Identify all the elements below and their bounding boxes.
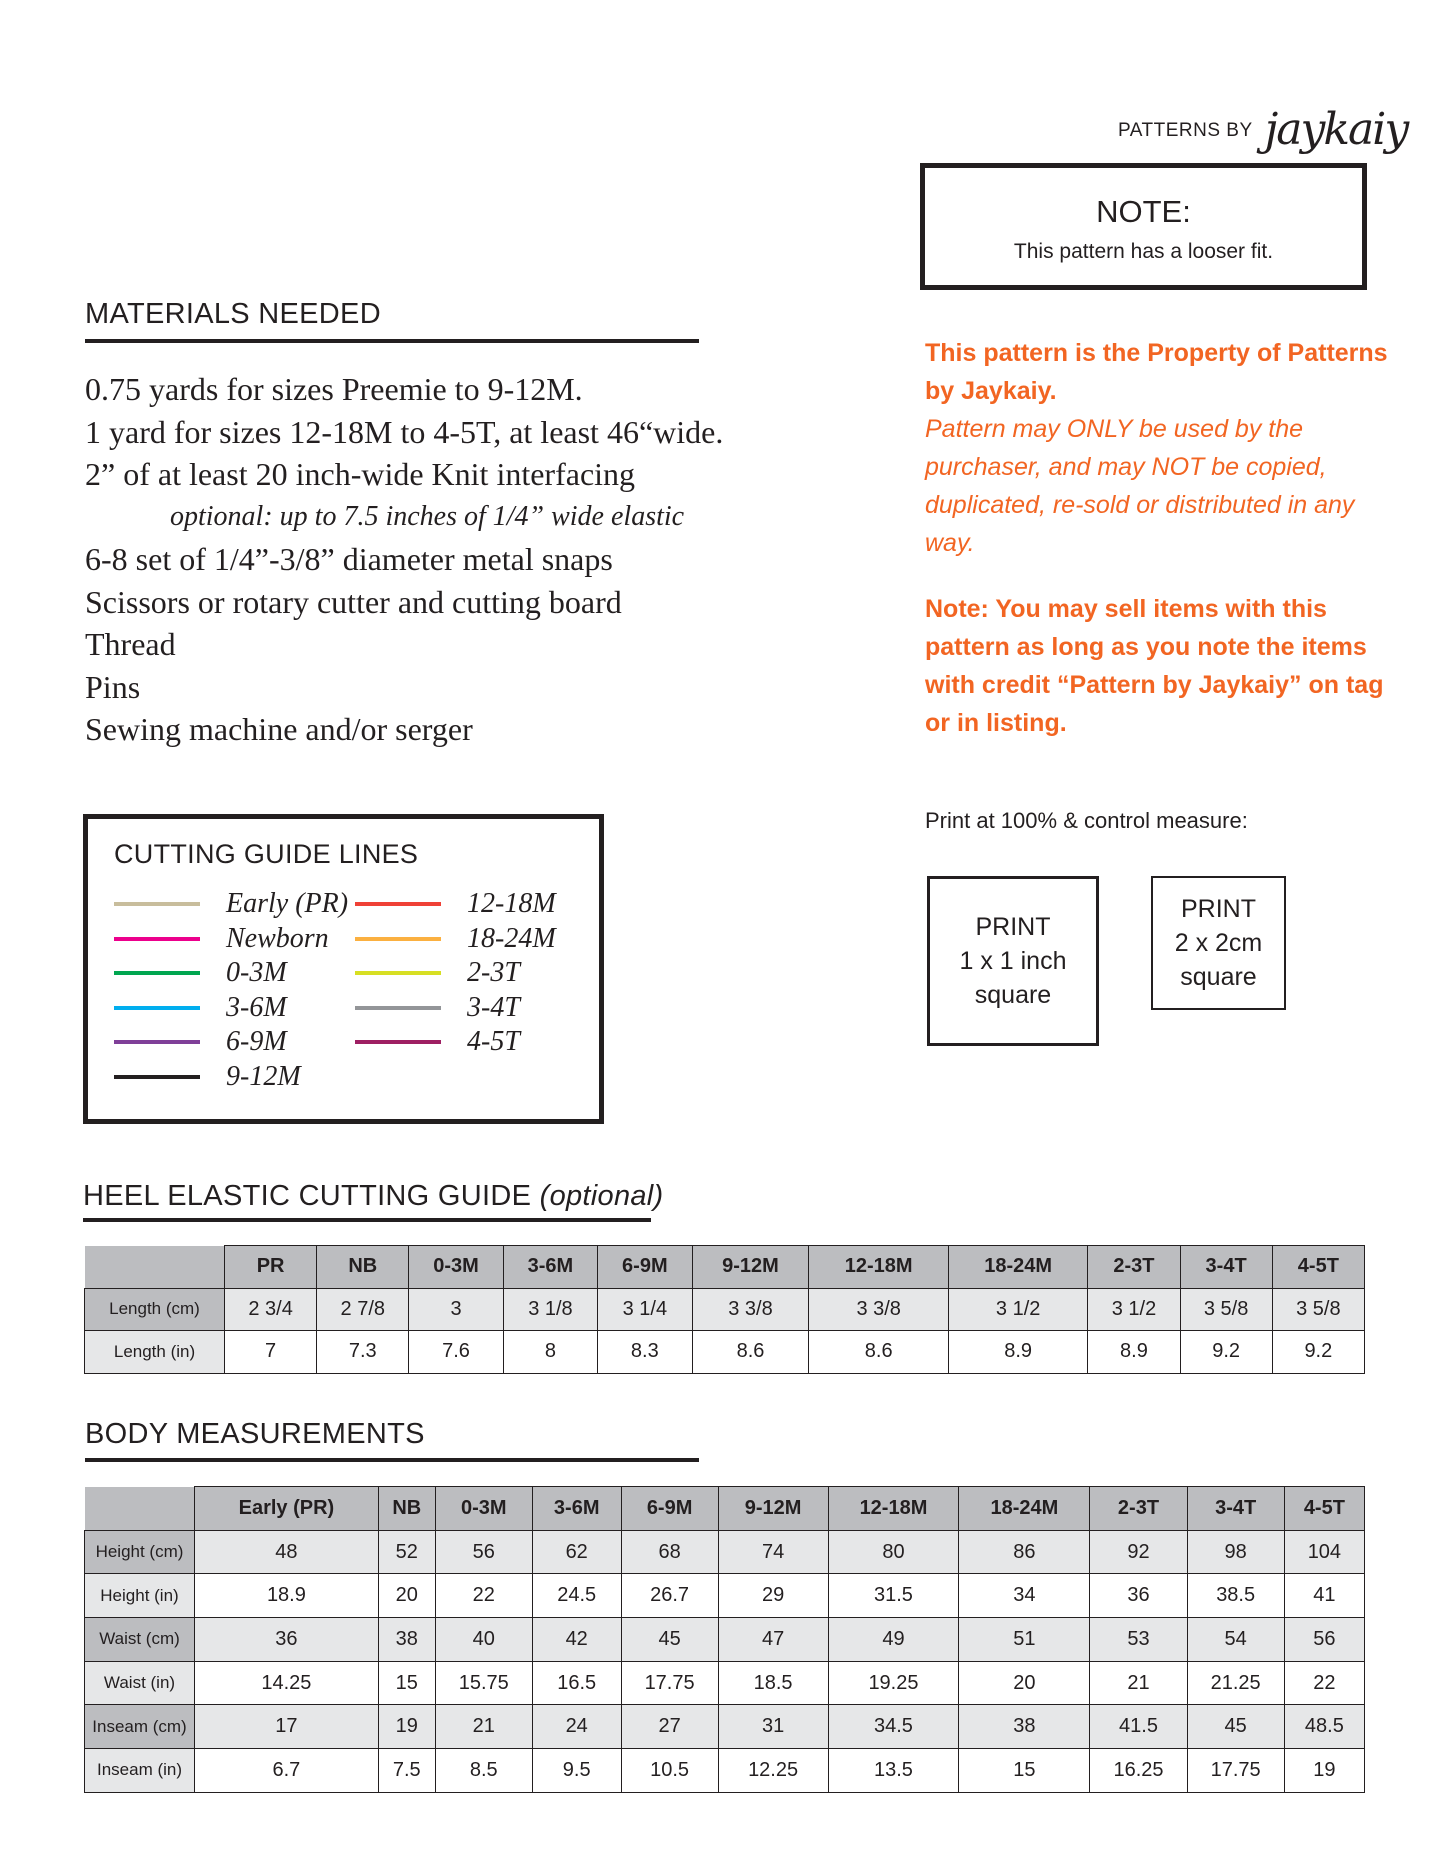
notice-property: This pattern is the Property of Patterns by Jaykaiy.	[925, 339, 1388, 405]
body-measurements-title: BODY MEASUREMENTS	[85, 1418, 425, 1450]
print-instruction: Print at 100% & control measure:	[925, 808, 1248, 833]
row-header: Length (cm)	[85, 1288, 225, 1331]
table-cell: 7.5	[378, 1749, 435, 1793]
table-cell: 3 1/4	[598, 1288, 692, 1331]
note-body: This pattern has a looser fit.	[1013, 240, 1274, 263]
table-cell: 8	[503, 1331, 597, 1374]
guide-line-label: 3-4T	[467, 991, 520, 1023]
table-cell: 21	[1090, 1661, 1187, 1705]
table-cell: 26.7	[621, 1574, 718, 1618]
table-cell: 7.3	[317, 1331, 409, 1374]
column-header: 6-9M	[621, 1487, 718, 1531]
material-item: Sewing machine and/or serger	[85, 711, 473, 747]
column-header: 2-3T	[1090, 1487, 1187, 1531]
material-item: Scissors or rotary cutter and cutting board	[85, 583, 622, 620]
table-cell: 7.6	[409, 1331, 503, 1374]
table-cell: 3 5/8	[1272, 1288, 1364, 1331]
table-cell: 52	[378, 1530, 435, 1574]
table-cell: 38	[378, 1618, 435, 1662]
print-cm-line-2: 2 x 2cm	[1174, 929, 1263, 957]
table-cell: 15	[378, 1661, 435, 1705]
guide-line-item	[355, 991, 556, 1026]
row-header: Waist (cm)	[85, 1618, 195, 1662]
table-cell: 17.75	[621, 1661, 718, 1705]
guide-line-item	[355, 922, 556, 957]
guide-line-label: 12-18M	[467, 888, 556, 920]
material-item: 0.75 yards for sizes Preemie to 9-12M.	[85, 371, 583, 407]
table-cell: 36	[195, 1618, 379, 1662]
table-cell: 7	[225, 1331, 317, 1374]
notice-selling: Note: You may sell items with this pattern as long as you note the items with credit “Pattern by Jaykaiy” on tag or in listing.	[925, 595, 1384, 737]
heel-elastic-title-text: HEEL ELASTIC CUTTING GUIDE	[83, 1180, 532, 1212]
guide-line-swatch	[355, 1006, 441, 1010]
guide-line-item	[114, 922, 348, 957]
table-cell: 3 3/8	[692, 1288, 809, 1331]
table-cell: 8.5	[435, 1749, 532, 1793]
table-cell: 8.9	[1088, 1331, 1180, 1374]
table-cell: 41.5	[1090, 1705, 1187, 1749]
guide-line-item	[355, 956, 556, 991]
table-cell: 34.5	[828, 1705, 959, 1749]
table-cell: 31	[718, 1705, 828, 1749]
table-cell: 8.3	[598, 1331, 692, 1374]
column-header: 9-12M	[718, 1487, 828, 1531]
row-header: Inseam (in)	[85, 1749, 195, 1793]
table-cell: 42	[532, 1618, 621, 1662]
print-cm-line-1: PRINT	[1181, 895, 1256, 923]
print-cm-line-3: square	[1180, 963, 1257, 991]
heel-elastic-divider	[83, 1218, 651, 1222]
table-cell: 9.2	[1180, 1331, 1272, 1374]
table-corner	[85, 1246, 225, 1289]
copyright-notice	[925, 334, 1395, 742]
guide-line-item	[355, 1025, 556, 1060]
table-cell: 18.5	[718, 1661, 828, 1705]
table-cell: 19	[378, 1705, 435, 1749]
note-box	[920, 163, 1367, 290]
table-cell: 45	[1187, 1705, 1284, 1749]
table-cell: 17.75	[1187, 1749, 1284, 1793]
table-cell: 21.25	[1187, 1661, 1284, 1705]
table-corner	[85, 1487, 195, 1531]
table-cell: 68	[621, 1530, 718, 1574]
brand	[1118, 92, 1408, 155]
table-cell: 21	[435, 1705, 532, 1749]
table-cell: 62	[532, 1530, 621, 1574]
column-header: 12-18M	[809, 1246, 948, 1289]
guide-line-swatch	[355, 937, 441, 941]
material-item: optional: up to 7.5 inches of 1/4” wide elastic	[170, 500, 685, 532]
guide-line-label: 4-5T	[467, 1026, 520, 1058]
table-cell: 24	[532, 1705, 621, 1749]
print-inch-line-3: square	[974, 981, 1052, 1009]
column-header: PR	[225, 1246, 317, 1289]
table-cell: 34	[959, 1574, 1090, 1618]
table-cell: 3 1/8	[503, 1288, 597, 1331]
table-row	[85, 1574, 1365, 1618]
body-measurements-divider	[85, 1458, 699, 1462]
cutting-guide-title: CUTTING GUIDE LINES	[114, 839, 419, 869]
guide-line-item	[114, 991, 348, 1026]
table-cell: 12.25	[718, 1749, 828, 1793]
cutting-guide-box	[83, 814, 604, 1124]
column-header: 4-5T	[1272, 1246, 1364, 1289]
table-cell: 8.6	[692, 1331, 809, 1374]
table-cell: 18.9	[195, 1574, 379, 1618]
table-cell: 22	[1284, 1661, 1364, 1705]
brand-prefix: PATTERNS BY	[1118, 120, 1253, 141]
table-cell: 15	[959, 1749, 1090, 1793]
table-cell: 14.25	[195, 1661, 379, 1705]
guide-line-item	[114, 887, 348, 922]
table-cell: 51	[959, 1618, 1090, 1662]
table-cell: 22	[435, 1574, 532, 1618]
table-cell: 54	[1187, 1618, 1284, 1662]
table-row	[85, 1661, 1365, 1705]
column-header: Early (PR)	[195, 1487, 379, 1531]
table-cell: 98	[1187, 1530, 1284, 1574]
table-cell: 10.5	[621, 1749, 718, 1793]
table-cell: 47	[718, 1618, 828, 1662]
column-header: 0-3M	[435, 1487, 532, 1531]
column-header: 4-5T	[1284, 1487, 1364, 1531]
table-header-row	[85, 1246, 1365, 1289]
table-row	[85, 1288, 1365, 1331]
guide-line-swatch	[114, 1075, 200, 1079]
table-cell: 17	[195, 1705, 379, 1749]
table-cell: 15.75	[435, 1661, 532, 1705]
guide-line-swatch	[114, 937, 200, 941]
print-inch-line-1: PRINT	[975, 913, 1051, 941]
guide-line-swatch	[355, 902, 441, 906]
table-cell: 49	[828, 1618, 959, 1662]
guide-line-label: Early (PR)	[226, 888, 349, 920]
print-inch-line-2: 1 x 1 inch	[959, 947, 1067, 975]
table-cell: 27	[621, 1705, 718, 1749]
table-cell: 56	[435, 1530, 532, 1574]
table-cell: 45	[621, 1618, 718, 1662]
cutting-guide-right-column	[355, 887, 556, 1060]
table-cell: 8.6	[809, 1331, 948, 1374]
table-cell: 53	[1090, 1618, 1187, 1662]
table-cell: 80	[828, 1530, 959, 1574]
material-item: 2” of at least 20 inch-wide Knit interfacing	[85, 456, 636, 492]
print-inch-square	[927, 876, 1099, 1046]
table-cell: 38	[959, 1705, 1090, 1749]
column-header: 0-3M	[409, 1246, 503, 1289]
table-cell: 16.5	[532, 1661, 621, 1705]
materials-divider	[85, 339, 699, 343]
guide-line-label: 18-24M	[467, 922, 556, 954]
row-header: Length (in)	[85, 1331, 225, 1374]
table-cell: 3 5/8	[1180, 1288, 1272, 1331]
table-cell: 9.2	[1272, 1331, 1364, 1374]
row-header: Height (in)	[85, 1574, 195, 1618]
guide-line-swatch	[355, 1040, 441, 1044]
cutting-guide-left-column	[114, 887, 348, 1094]
table-cell: 16.25	[1090, 1749, 1187, 1793]
row-header: Inseam (cm)	[85, 1705, 195, 1749]
table-cell: 36	[1090, 1574, 1187, 1618]
guide-line-item	[114, 1060, 348, 1095]
table-cell: 3 1/2	[948, 1288, 1087, 1331]
table-cell: 6.7	[195, 1749, 379, 1793]
table-cell: 104	[1284, 1530, 1364, 1574]
guide-line-swatch	[114, 902, 200, 906]
table-row	[85, 1331, 1365, 1374]
table-cell: 19.25	[828, 1661, 959, 1705]
row-header: Height (cm)	[85, 1530, 195, 1574]
guide-line-swatch	[114, 1006, 200, 1010]
table-cell: 20	[378, 1574, 435, 1618]
heel-elastic-title-optional: (optional)	[539, 1180, 664, 1212]
column-header: 3-6M	[532, 1487, 621, 1531]
table-cell: 31.5	[828, 1574, 959, 1618]
column-header: 3-4T	[1187, 1487, 1284, 1531]
table-cell: 56	[1284, 1618, 1364, 1662]
heel-elastic-title	[83, 1180, 664, 1213]
material-item: 1 yard for sizes 12-18M to 4-5T, at least 46“wide.	[85, 413, 724, 450]
table-cell: 3 3/8	[809, 1288, 948, 1331]
column-header: 2-3T	[1088, 1246, 1180, 1289]
table-cell: 3 1/2	[1088, 1288, 1180, 1331]
table-cell: 13.5	[828, 1749, 959, 1793]
guide-line-item	[114, 956, 348, 991]
row-header: Waist (in)	[85, 1661, 195, 1705]
column-header: NB	[378, 1487, 435, 1531]
material-item: Thread	[85, 626, 176, 662]
table-row	[85, 1749, 1365, 1793]
table-cell: 8.9	[948, 1331, 1087, 1374]
column-header: 18-24M	[959, 1487, 1090, 1531]
guide-line-swatch	[114, 1040, 200, 1044]
table-row	[85, 1705, 1365, 1749]
table-cell: 2 7/8	[317, 1288, 409, 1331]
note-title: NOTE:	[1096, 194, 1191, 229]
table-cell: 41	[1284, 1574, 1364, 1618]
guide-line-item	[355, 887, 556, 922]
table-cell: 86	[959, 1530, 1090, 1574]
print-cm-square	[1151, 876, 1286, 1010]
table-cell: 48	[195, 1530, 379, 1574]
brand-logo: jaykaiy	[1264, 104, 1408, 155]
table-cell: 9.5	[532, 1749, 621, 1793]
column-header: 6-9M	[598, 1246, 692, 1289]
guide-line-label: Newborn	[226, 922, 329, 954]
heel-elastic-table	[84, 1245, 1365, 1374]
guide-line-label: 9-12M	[226, 1060, 301, 1092]
table-cell: 3	[409, 1288, 503, 1331]
column-header: 3-4T	[1180, 1246, 1272, 1289]
guide-line-swatch	[114, 971, 200, 975]
guide-line-label: 2-3T	[467, 957, 520, 989]
guide-line-label: 3-6M	[226, 991, 287, 1023]
table-cell: 19	[1284, 1749, 1364, 1793]
table-cell: 24.5	[532, 1574, 621, 1618]
notice-usage: Pattern may ONLY be used by the purchaser, and may NOT be copied, duplicated, re-sold or distributed in any way.	[925, 415, 1355, 557]
column-header: 12-18M	[828, 1487, 959, 1531]
table-cell: 92	[1090, 1530, 1187, 1574]
table-header-row	[85, 1487, 1365, 1531]
table-cell: 48.5	[1284, 1705, 1364, 1749]
table-cell: 2 3/4	[225, 1288, 317, 1331]
guide-line-swatch	[355, 971, 441, 975]
table-row	[85, 1618, 1365, 1662]
table-cell: 20	[959, 1661, 1090, 1705]
guide-line-label: 0-3M	[226, 957, 287, 989]
column-header: 18-24M	[948, 1246, 1087, 1289]
body-measurements-table	[84, 1486, 1365, 1793]
material-item: 6-8 set of 1/4”-3/8” diameter metal snaps	[85, 541, 613, 577]
material-item: Pins	[85, 668, 141, 705]
column-header: NB	[317, 1246, 409, 1289]
guide-line-item	[114, 1025, 348, 1060]
table-cell: 38.5	[1187, 1574, 1284, 1618]
table-cell: 74	[718, 1530, 828, 1574]
column-header: 9-12M	[692, 1246, 809, 1289]
materials-list	[85, 368, 723, 751]
guide-line-label: 6-9M	[226, 1026, 287, 1058]
table-cell: 29	[718, 1574, 828, 1618]
materials-title: MATERIALS NEEDED	[85, 298, 381, 330]
table-row	[85, 1530, 1365, 1574]
table-cell: 40	[435, 1618, 532, 1662]
column-header: 3-6M	[503, 1246, 597, 1289]
